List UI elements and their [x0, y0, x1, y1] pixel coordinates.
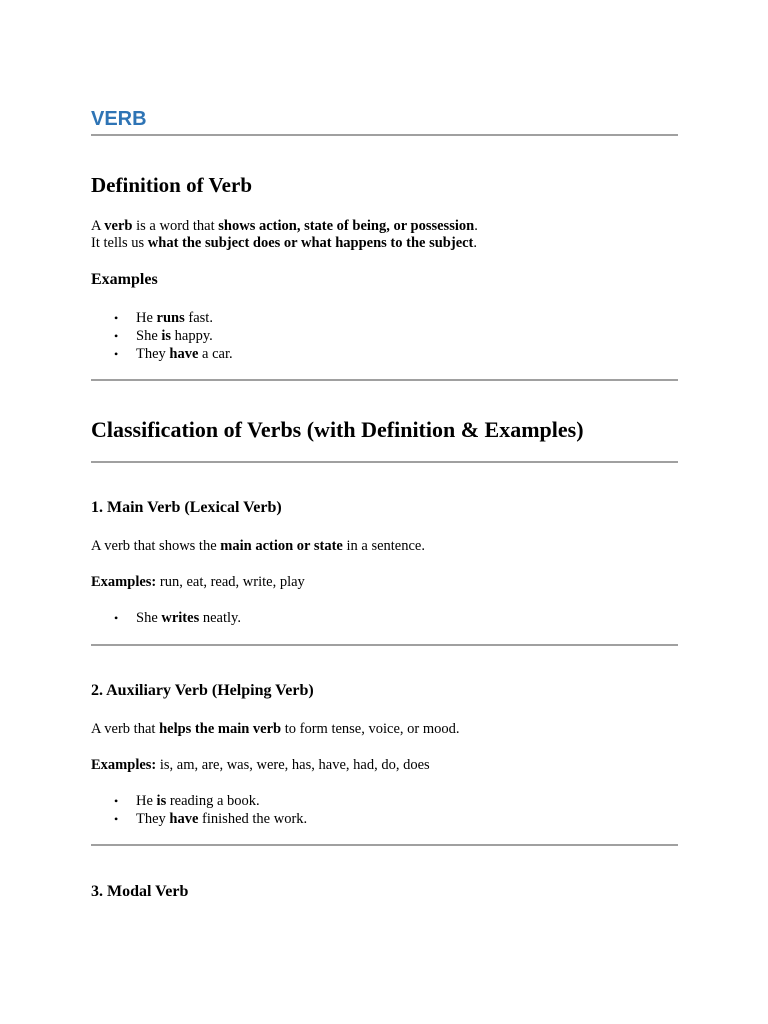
text-run: .	[473, 235, 478, 251]
document-title: VERB	[91, 108, 147, 130]
section-examples-line	[91, 756, 430, 774]
bold-text: writes	[161, 610, 200, 626]
text-run: neatly.	[199, 610, 241, 626]
list-item-text	[136, 328, 213, 344]
text-run: to form tense, voice, or mood.	[281, 721, 460, 737]
text-run: He	[136, 310, 157, 326]
horizontal-rule	[91, 644, 678, 646]
list-item-text	[136, 346, 233, 362]
bold-text: what the subject does or what happens to the subject	[147, 235, 474, 251]
text-run: a car.	[198, 346, 233, 362]
bold-text: helps the main verb	[159, 721, 282, 737]
classification-heading: Classification of Verbs (with Definition & Examples)	[91, 417, 584, 442]
text-run: reading a book.	[166, 793, 260, 809]
section-heading-auxiliary-verb: 2. Auxiliary Verb (Helping Verb)	[91, 682, 314, 699]
list-item	[91, 345, 233, 363]
bullet-icon: •	[114, 347, 119, 361]
text-run: They	[136, 811, 170, 827]
bold-text: shows action, state of being, or possession	[218, 218, 475, 234]
list-item	[91, 309, 233, 327]
list-item	[91, 792, 307, 810]
horizontal-rule	[91, 844, 678, 846]
examples-text: run, eat, read, write, play	[156, 574, 305, 590]
list-item-text	[136, 811, 307, 827]
bullet-icon: •	[114, 311, 119, 325]
bold-text: is	[161, 328, 172, 344]
list-item	[91, 609, 241, 627]
text-run: It tells us	[91, 235, 148, 251]
section-description	[91, 720, 460, 738]
text-run: A verb that	[91, 721, 160, 737]
bullet-icon: •	[114, 329, 119, 343]
list-item-text	[136, 310, 213, 326]
bullet-icon: •	[114, 611, 119, 625]
horizontal-rule	[91, 134, 678, 136]
bold-text: have	[169, 346, 199, 362]
text-run: A	[91, 218, 105, 234]
bullet-icon: •	[114, 794, 119, 808]
examples-heading: Examples	[91, 271, 158, 288]
list-item	[91, 810, 307, 828]
section-heading-modal-verb: 3. Modal Verb	[91, 883, 189, 900]
text-run: .	[474, 218, 478, 234]
text-run: He	[136, 793, 157, 809]
list-item-text	[136, 610, 241, 626]
horizontal-rule	[91, 379, 678, 381]
examples-label: Examples:	[91, 757, 157, 773]
text-run: in a sentence.	[342, 538, 425, 554]
bold-text: main action or state	[220, 538, 343, 554]
section-examples-line	[91, 573, 305, 591]
list-item	[91, 327, 233, 345]
text-run: A verb that shows the	[91, 538, 221, 554]
section-description	[91, 537, 425, 555]
bold-text: verb	[104, 218, 133, 234]
definition-heading: Definition of Verb	[91, 173, 253, 197]
bold-text: is	[156, 793, 167, 809]
horizontal-rule	[91, 461, 678, 463]
text-run: finished the work.	[198, 811, 308, 827]
text-run: They	[136, 346, 170, 362]
text-run: She	[136, 328, 162, 344]
definition-line-1	[91, 217, 478, 235]
text-run: She	[136, 610, 162, 626]
bold-text: have	[169, 811, 199, 827]
text-run: fast.	[184, 310, 213, 326]
text-run: is a word that	[132, 218, 219, 234]
definition-examples-list	[91, 309, 233, 363]
list-item-text	[136, 793, 260, 809]
examples-text: is, am, are, was, were, has, have, had, do, does	[156, 757, 430, 773]
bold-text: runs	[156, 310, 185, 326]
examples-label: Examples:	[91, 574, 157, 590]
text-run: happy.	[171, 328, 213, 344]
section-examples-list	[91, 609, 241, 627]
section-heading-main-verb: 1. Main Verb (Lexical Verb)	[91, 499, 282, 516]
bullet-icon: •	[114, 812, 119, 826]
definition-line-2	[91, 234, 477, 252]
section-examples-list	[91, 792, 307, 828]
